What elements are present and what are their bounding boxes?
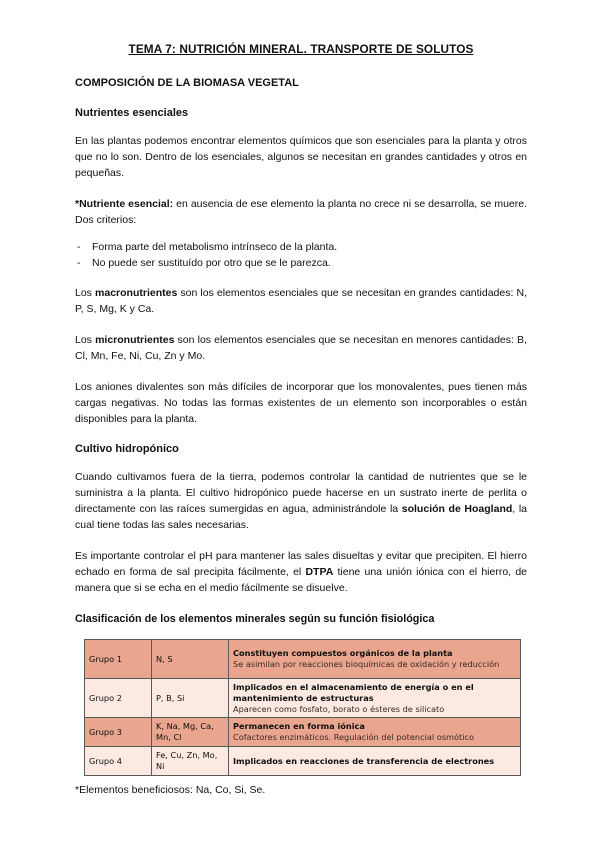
function-title: Implicados en reacciones de transferencia de electrones bbox=[233, 755, 495, 766]
table-row bbox=[85, 718, 521, 747]
macro-text: son los elementos esenciales que se necesitan en grandes cantidades: N, P, S, Mg, K y Ca. bbox=[75, 287, 527, 315]
essential-term: *Nutriente esencial: bbox=[75, 198, 174, 210]
function-cell bbox=[229, 640, 521, 679]
group-cell: Grupo 1 bbox=[85, 640, 152, 679]
list-item: - No puede ser sustituído por otro que se le parezca. bbox=[75, 255, 527, 271]
micro-pre: Los bbox=[75, 334, 96, 346]
group-cell: Grupo 3 bbox=[85, 718, 152, 747]
essential-definition bbox=[75, 196, 527, 228]
essential-text: en ausencia de ese elemento la planta no crece ni se desarrolla, se muere. Dos criterios: bbox=[75, 198, 527, 226]
dtpa-term: DTPA bbox=[305, 566, 334, 578]
subheading-nutrients: Nutrientes esenciales bbox=[75, 107, 189, 119]
function-title: Permanecen en forma iónica bbox=[233, 721, 365, 731]
hydro-text: Cuando cultivamos fuera de la tierra, podemos controlar la cantidad de nutrientes que se le suministra a la planta. El cultivo hidropónico puede hacerse en un sustrato inerte de perlita o directamente con las raíces sumergidas en agua, administrándole la bbox=[75, 471, 527, 515]
function-cell bbox=[229, 679, 521, 718]
function-detail: Se asimilan por reacciones bioquímicas de oxidación y reducción bbox=[233, 659, 500, 669]
hydro-post: , la cual tiene todas las sales necesarias. bbox=[75, 503, 527, 531]
elements-cell: P, B, Si bbox=[152, 679, 229, 718]
ph-text: Es importante controlar el pH para mantener las sales disueltas y evitar que precipiten. El hierro echado en forma de sal precipita fácilmente, el bbox=[75, 550, 527, 578]
list-item: - Forma parte del metabolismo intrínseco de la planta. bbox=[75, 239, 527, 255]
table-row bbox=[85, 747, 521, 776]
hydroponic-paragraph bbox=[75, 469, 527, 533]
table-caption: Clasificación de los elementos minerales según su función fisiológica bbox=[75, 613, 435, 625]
ph-paragraph bbox=[75, 548, 527, 596]
elements-cell: N, S bbox=[152, 640, 229, 679]
macronutrients-paragraph bbox=[75, 285, 527, 317]
group-cell: Grupo 2 bbox=[85, 679, 152, 718]
macro-term: macronutrientes bbox=[95, 287, 178, 299]
page-title: TEMA 7: NUTRICIÓN MINERAL. TRANSPORTE DE SOLUTOS bbox=[128, 42, 474, 56]
section-heading: COMPOSICIÓN DE LA BIOMASA VEGETAL bbox=[75, 77, 299, 89]
intro-paragraph: En las plantas podemos encontrar elementos químicos que son esenciales para la planta y otros que no lo son. Dentro de los esenciales, algunos se necesitan en grandes cantidades y otros en pequeñas. bbox=[75, 135, 527, 179]
micronutrients-paragraph bbox=[75, 332, 527, 364]
function-detail: Cofactores enzimáticos. Regulación del potencial osmótico bbox=[233, 732, 474, 742]
anions-paragraph: Los aniones divalentes son más difíciles de incorporar que los monovalentes, pues tienen más cargas negativas. No todas las formas existentes de un elemento son incorporables o están disponibles para la planta. bbox=[75, 381, 527, 425]
micro-text: son los elementos esenciales que se necesitan en menores cantidades: B, Cl, Mn, Fe, Ni, Cu, Zn y Mo. bbox=[75, 334, 527, 362]
micro-term: micronutrientes bbox=[95, 334, 175, 346]
footnote: *Elementos beneficiosos: Na, Co, Si, Se. bbox=[75, 784, 266, 796]
function-title: Constituyen compuestos orgánicos de la planta bbox=[233, 648, 453, 658]
ph-post: tiene una unión iónica con el hierro, de manera que si se echa en el medio fácilmente se disuelve. bbox=[75, 566, 527, 594]
group-cell: Grupo 4 bbox=[85, 747, 152, 776]
elements-cell: Fe, Cu, Zn, Mo, Ni bbox=[152, 747, 229, 776]
mineral-classification-table bbox=[84, 639, 521, 776]
subheading-hydroponic: Cultivo hidropónico bbox=[75, 443, 179, 455]
table-row bbox=[85, 679, 521, 718]
hoagland-term: solución de Hoagland bbox=[401, 503, 513, 515]
elements-cell: K, Na, Mg, Ca, Mn, Cl bbox=[152, 718, 229, 747]
macro-pre: Los bbox=[75, 287, 96, 299]
function-cell bbox=[229, 718, 521, 747]
page-content bbox=[75, 42, 527, 796]
criteria-list bbox=[75, 239, 527, 271]
function-cell bbox=[229, 747, 521, 776]
function-detail: Aparecen como fosfato, borato o ésteres de silicato bbox=[233, 703, 445, 714]
table-row bbox=[85, 640, 521, 679]
function-title: Implicados en el almacenamiento de energía o en el mantenimiento de estructuras bbox=[233, 681, 474, 703]
